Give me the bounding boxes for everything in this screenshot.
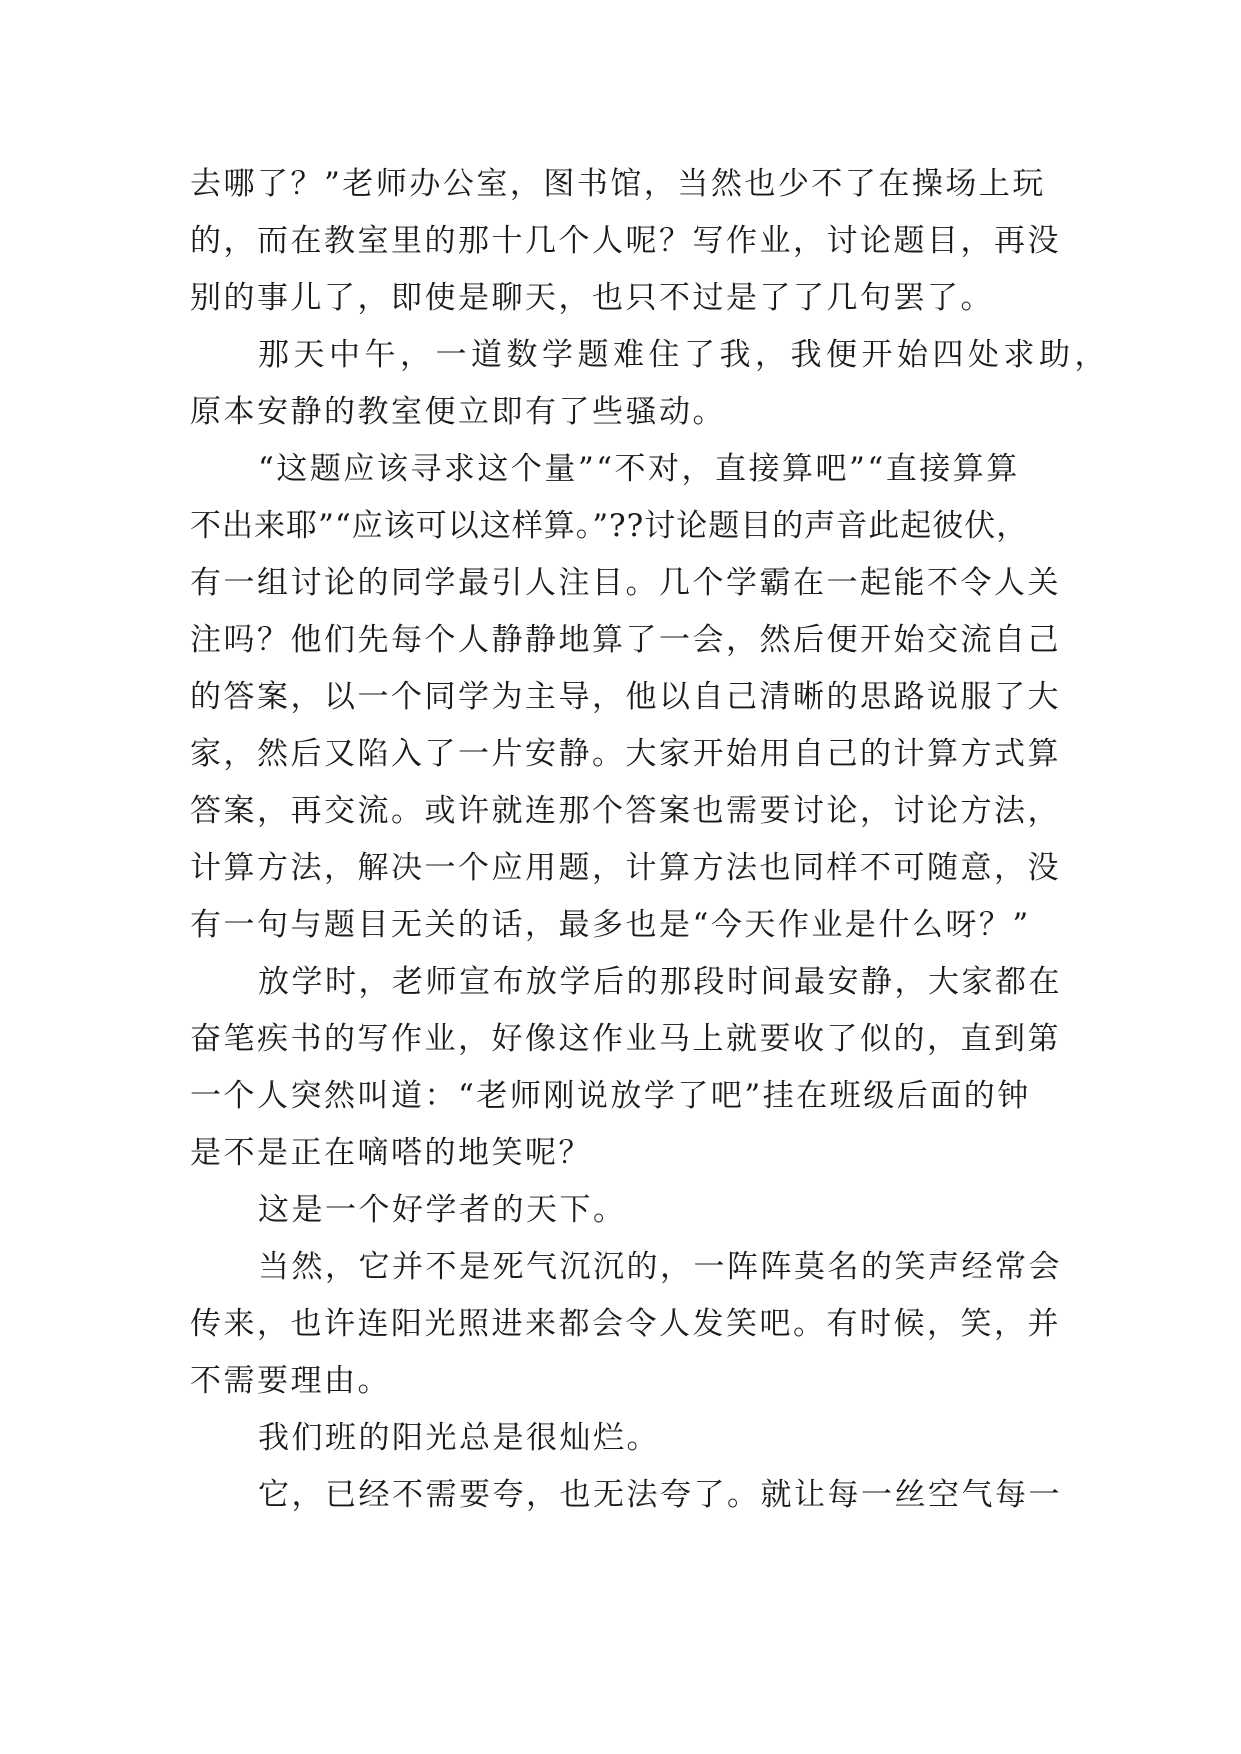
text-line: 去哪了？”老师办公室，图书馆，当然也少不了在操场上玩 [190,166,1046,202]
text-line: 别的事儿了，即使是聊天，也只不过是了了几句罢了。 [190,280,994,316]
text-line: 当然，它并不是死气沉沉的，一阵阵莫名的笑声经常会 [258,1249,1062,1285]
text-line: 一个人突然叫道：“老师刚说放学了吧”挂在班级后面的钟 [190,1078,1031,1114]
text-line: 家，然后又陷入了一片安静。大家开始用自己的计算方式算 [190,736,1061,772]
text-line: 传来，也许连阳光照进来都会令人发笑吧。有时候，笑，并 [190,1306,1061,1342]
text-line: 是不是正在嘀嗒的地笑呢？ [190,1135,592,1171]
text-line: 不需要理由。 [190,1363,391,1399]
text-line: 的答案，以一个同学为主导，他以自己清晰的思路说服了大 [190,679,1061,715]
text-line: 原本安静的教室便立即有了些骚动。 [190,394,726,430]
text-line: 计算方法，解决一个应用题，计算方法也同样不可随意，没 [190,850,1061,886]
text-line: 有一组讨论的同学最引人注目。几个学霸在一起能不令人关 [190,565,1061,601]
essay-body [190,156,1110,1524]
text-line: 答案，再交流。或许就连那个答案也需要讨论，讨论方法， [190,793,1061,829]
text-line: “这题应该寻求这个量”“不对，直接算吧”“直接算算 [258,451,1020,487]
text-line: 不出来耶”“应该可以这样算。”??讨论题目的声音此起彼伏， [190,508,1029,544]
text-line: 有一句与题目无关的话，最多也是“今天作业是什么呀？” [190,907,1031,943]
text-line: 这是一个好学者的天下。 [258,1192,627,1228]
text-line: 放学时，老师宣布放学后的那段时间最安静，大家都在 [258,964,1062,1000]
text-line: 注吗？他们先每个人静静地算了一会，然后便开始交流自己 [190,622,1061,658]
text-line: 奋笔疾书的写作业，好像这作业马上就要收了似的，直到第 [190,1021,1061,1057]
text-line: 它，已经不需要夸，也无法夸了。就让每一丝空气每一 [258,1477,1062,1513]
text-line: 那天中午，一道数学题难住了我，我便开始四处求助， [258,337,1110,373]
text-line: 的，而在教室里的那十几个人呢？写作业，讨论题目，再没 [190,223,1061,259]
text-line: 我们班的阳光总是很灿烂。 [258,1420,660,1456]
